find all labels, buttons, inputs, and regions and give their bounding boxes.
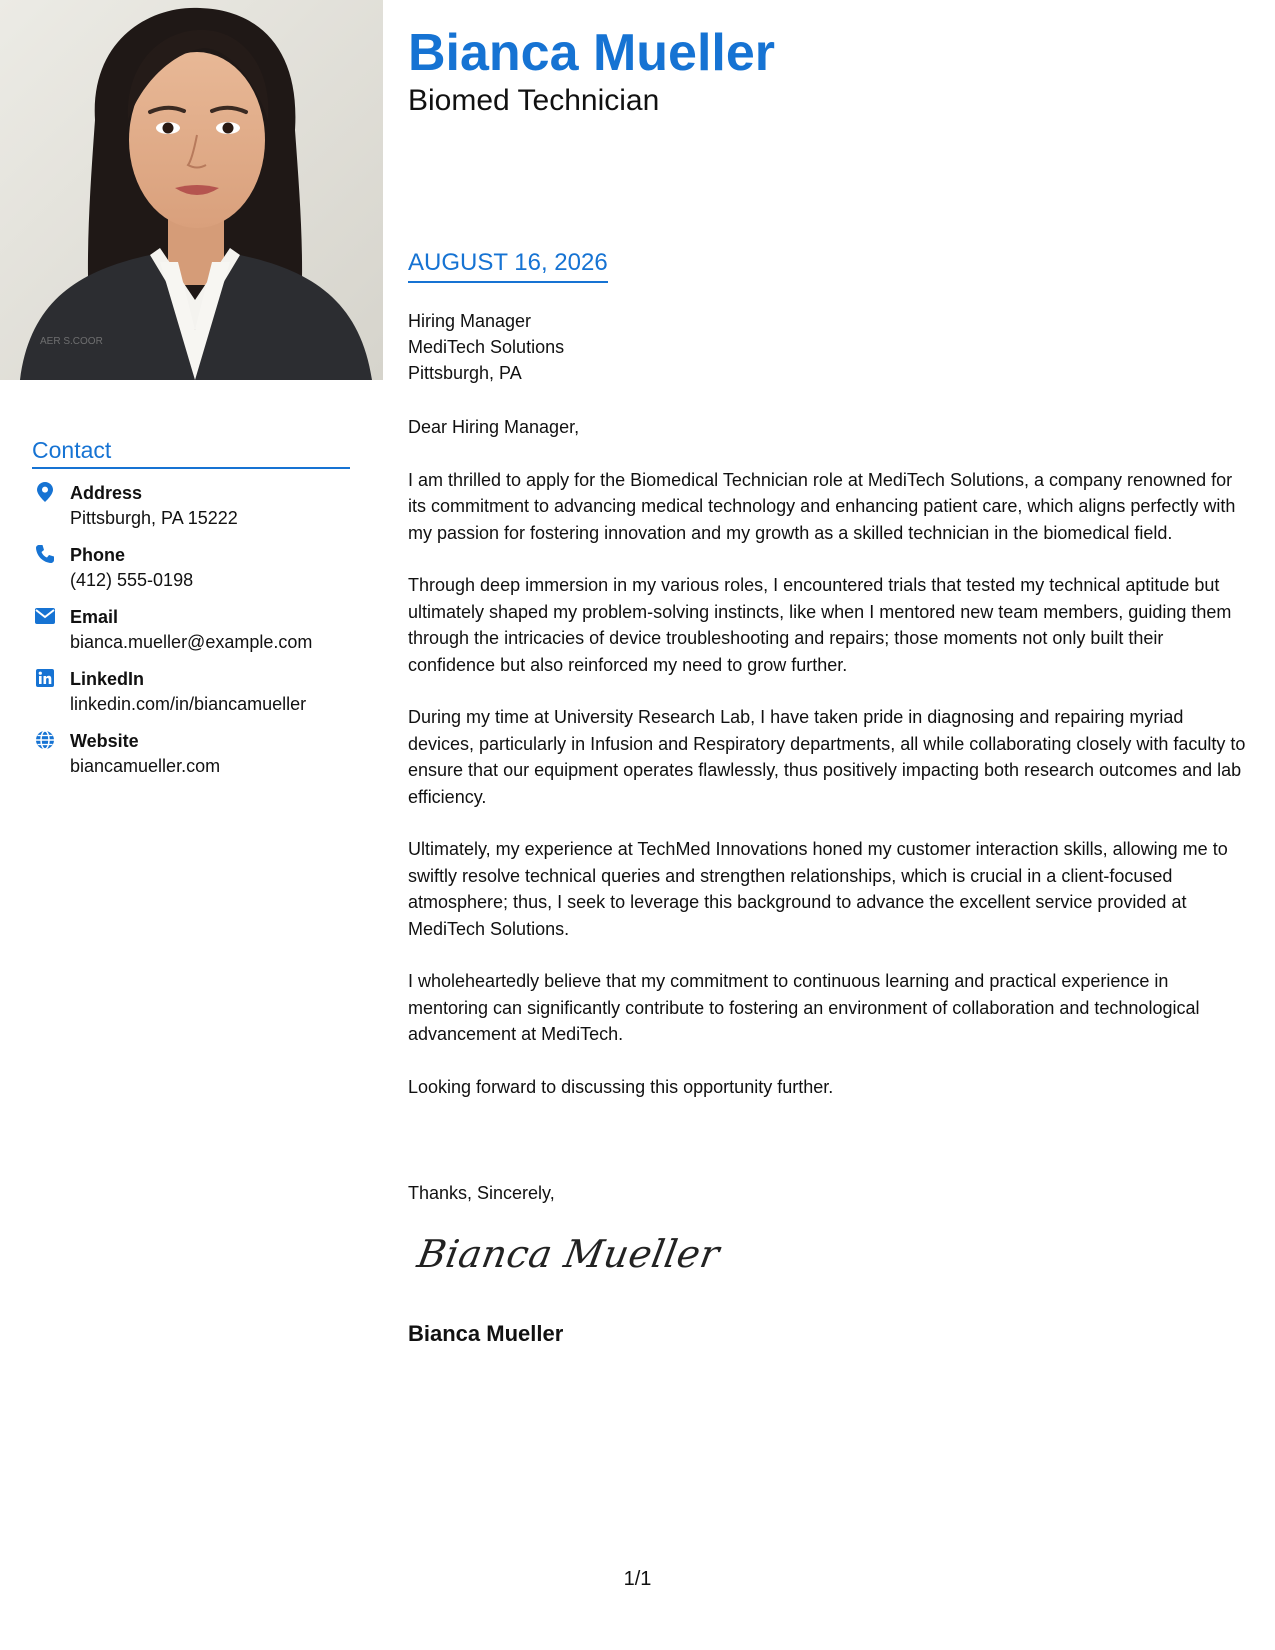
recipient-block bbox=[408, 308, 564, 386]
candidate-name: Bianca Mueller bbox=[408, 24, 776, 82]
profile-photo bbox=[0, 0, 383, 380]
website-label: Website bbox=[70, 731, 139, 751]
linkedin-value[interactable]: linkedin.com/in/biancamueller bbox=[70, 694, 307, 714]
address-label: Address bbox=[70, 483, 143, 503]
phone-label: Phone bbox=[70, 545, 126, 565]
paragraph: I wholeheartedly believe that my commitment to continuous learning and practical experience in mentoring can significantly contribute to fostering an environment of collaboration and technological advancement at MediTech. bbox=[408, 971, 1200, 1044]
salutation: Dear Hiring Manager, bbox=[408, 417, 580, 437]
paragraph: Ultimately, my experience at TechMed Innovations honed my customer interaction skills, allowing me to swiftly resolve technical queries and strengthen relationships, which is crucial in a client-focused atmosphere; thus, I seek to leverage this background to advance the excellent service provided at MediTech Solutions. bbox=[408, 839, 1228, 939]
svg-text:AER S.COOR: AER S.COOR bbox=[40, 336, 103, 347]
linkedin-icon bbox=[34, 667, 56, 689]
recipient-location: Pittsburgh, PA bbox=[408, 363, 522, 383]
contact-address bbox=[32, 481, 350, 531]
paragraph: Through deep immersion in my various roles, I encountered trials that tested my technical aptitude but ultimately shaped my problem-solving instincts, like when I mentored new team members, guiding them through the intricacies of device troubleshooting and repairs; those moments not only built their confidence but also reinforced my need to grow further. bbox=[408, 575, 1232, 675]
candidate-role: Biomed Technician bbox=[408, 84, 660, 117]
phone-value: (412) 555-0198 bbox=[70, 570, 194, 590]
paragraph: Looking forward to discussing this opportunity further. bbox=[408, 1076, 834, 1097]
signer-name: Bianca Mueller bbox=[408, 1321, 564, 1346]
recipient-title: Hiring Manager bbox=[408, 311, 532, 331]
handwritten-signature: Bianca Mueller bbox=[414, 1232, 723, 1276]
address-value: Pittsburgh, PA 15222 bbox=[70, 508, 238, 528]
letter-body bbox=[408, 414, 1253, 1126]
contact-phone bbox=[32, 543, 350, 593]
page-number: 1/1 bbox=[623, 1568, 652, 1590]
letter-closing: Thanks, Sincerely, bbox=[408, 1183, 555, 1203]
paragraph: I am thrilled to apply for the Biomedical Technician role at MediTech Solutions, a company renowned for its commitment to advancing medical technology and enhancing patient care, which aligns perfectly with my passion for fostering innovation and my growth as a skilled technician in the biomedical field. bbox=[408, 469, 1236, 543]
contact-section bbox=[32, 436, 350, 791]
website-value[interactable]: biancamueller.com bbox=[70, 756, 221, 776]
contact-website bbox=[32, 729, 350, 779]
phone-icon bbox=[34, 543, 56, 565]
recipient-company: MediTech Solutions bbox=[408, 337, 565, 357]
paragraph: During my time at University Research Lab, I have taken pride in diagnosing and repairing myriad devices, particularly in Infusion and Respiratory departments, all while collaborating closely with faculty to ensure that our equipment operates flawlessly, thus positively impacting both research outcomes and lab efficiency. bbox=[408, 707, 1246, 807]
envelope-icon bbox=[34, 605, 56, 627]
letter-date: AUGUST 16, 2026 bbox=[408, 248, 608, 283]
contact-email bbox=[32, 605, 350, 655]
location-pin-icon bbox=[34, 481, 56, 503]
email-value[interactable]: bianca.mueller@example.com bbox=[70, 632, 313, 652]
email-label: Email bbox=[70, 607, 119, 627]
contact-heading: Contact bbox=[32, 436, 350, 469]
globe-icon bbox=[34, 729, 56, 751]
contact-linkedin bbox=[32, 667, 350, 717]
linkedin-label: LinkedIn bbox=[70, 669, 145, 689]
